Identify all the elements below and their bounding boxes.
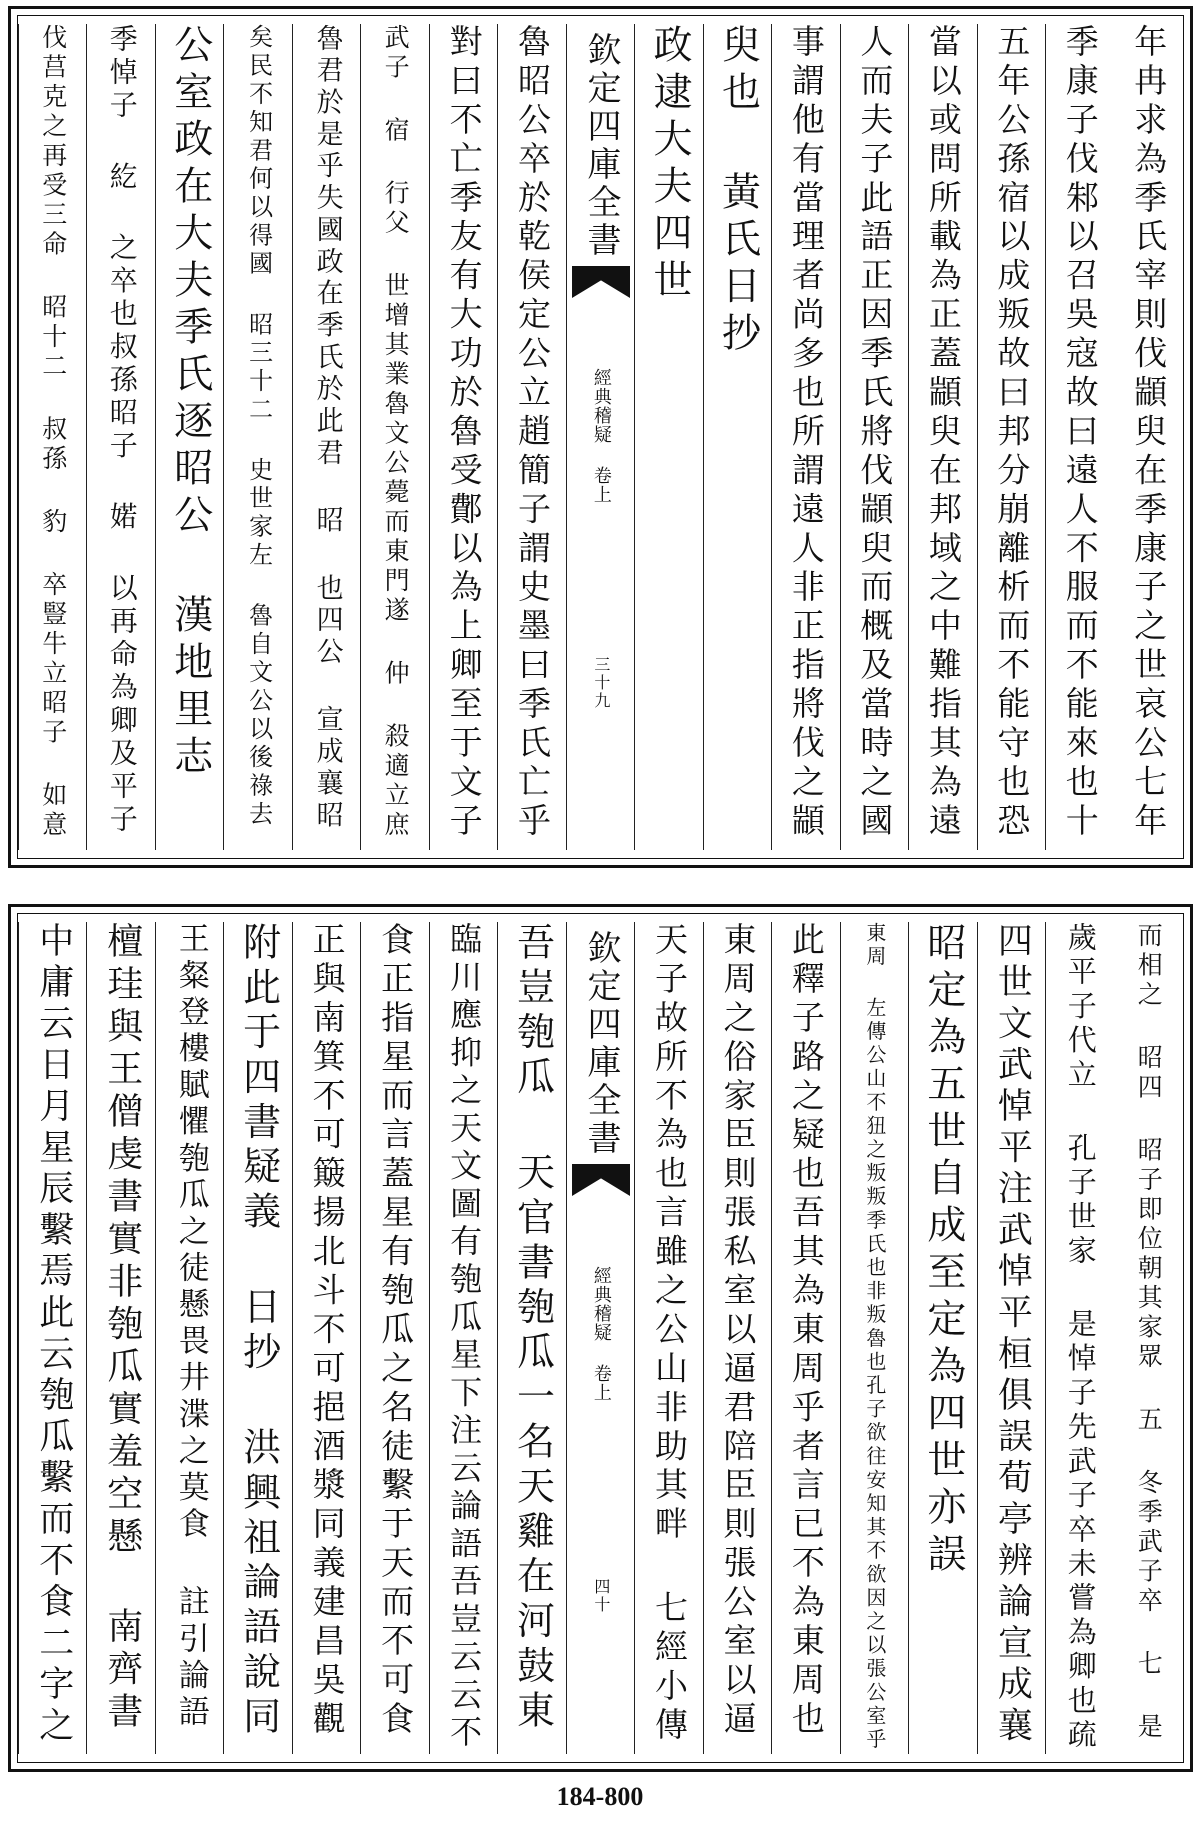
text-column <box>497 24 566 850</box>
page-footer-number: 184-800 <box>556 1782 644 1811</box>
column-text: 武子 宿 行父 世增其業魯文公薨而東門遂 仲 殺適立庶 <box>381 24 411 841</box>
text-column <box>908 24 977 850</box>
text-column <box>908 922 977 1754</box>
column-text: 伐莒克之再受三命 昭十二 叔孫 豹 卒豎牛立昭子 如意 <box>38 24 68 841</box>
column-text: 中庸云日月星辰繫焉此云匏瓜繫而不食二字之 <box>33 922 74 1748</box>
text-column <box>18 922 87 1754</box>
text-column <box>155 24 224 850</box>
text-column <box>840 24 909 850</box>
folio-number: 四十 <box>591 1578 611 1614</box>
text-column <box>703 24 772 850</box>
text-column <box>360 922 429 1754</box>
column-text: 吾豈匏瓜 天官書匏瓜一名天雞在河鼓東 <box>510 922 555 1736</box>
column-text: 東周之俗家臣則張私室以逼君陪臣則張公室以逼 <box>718 922 758 1740</box>
bottom-page-frame <box>17 913 1184 1763</box>
text-column <box>771 24 840 850</box>
top-page <box>8 6 1193 868</box>
column-text: 五年公孫宿以成叛故曰邦分崩離析而不能守也恐 <box>992 24 1032 842</box>
center-banner <box>566 922 635 1754</box>
column-text: 魯君於是乎失國政在季氏於此君 昭 也四公 宣成襄昭 <box>311 24 343 833</box>
text-column <box>223 922 292 1754</box>
text-column <box>1115 24 1183 850</box>
text-column <box>360 24 429 850</box>
column-text: 矣民不知君何以得國 昭三十二 史世家左 魯自文公以後祿去 <box>244 24 273 829</box>
column-text: 而相之 昭四 昭子即位朝其家眾 五 冬季武子卒 七 是 <box>1134 922 1164 1743</box>
fishtail-ornament <box>572 1164 630 1196</box>
book-title: 欽定四庫全書 <box>581 32 622 260</box>
column-text: 季康子伐邾以召吳寇故曰遠人不服而不能來也十 <box>1060 24 1100 842</box>
text-column <box>292 922 361 1754</box>
fishtail-ornament <box>572 266 630 298</box>
chapter-label: 經典稽疑 卷上 <box>590 368 612 504</box>
text-column <box>771 922 840 1754</box>
text-column <box>1045 922 1114 1754</box>
column-text: 事謂他有當理者尚多也所謂遠人非正指將伐之顓 <box>786 24 826 842</box>
folio-number: 三十九 <box>591 656 611 710</box>
text-column <box>86 922 155 1754</box>
text-column <box>977 922 1046 1754</box>
column-text: 公室政在大夫季氏逐昭公 漢地里志 <box>167 24 213 782</box>
column-text: 季悼子 紇 之卒也叔孫昭子 婼 以再命為卿及平子 <box>105 24 139 837</box>
column-text: 檀珪與王僧虔書實非匏瓜實羞空懸 南齊書 <box>101 922 143 1735</box>
column-text: 臨川應抑之天文圖有匏瓜星下注云論語吾豈云云不 <box>445 922 484 1753</box>
top-page-frame <box>17 15 1184 859</box>
text-column <box>1115 922 1183 1754</box>
text-column <box>429 24 498 850</box>
text-column <box>634 24 703 850</box>
text-column <box>223 24 292 850</box>
column-text: 食正指星而言蓋星有匏瓜之名徒繫于天而不可食 <box>376 922 416 1740</box>
bottom-page <box>8 904 1193 1772</box>
text-column <box>292 24 361 850</box>
column-text: 附此于四書疑義 日抄 洪興祖論語說同 <box>236 922 281 1742</box>
column-text: 四世文武悼平注武悼平桓俱誤荀亭辨論宣成襄 <box>992 922 1033 1748</box>
text-column <box>155 922 224 1754</box>
column-text: 天子故所不為也言雖之公山非助其畔 七經小傳 <box>649 922 689 1746</box>
text-column <box>497 922 566 1754</box>
book-title: 欽定四庫全書 <box>581 930 622 1158</box>
text-column <box>86 24 155 850</box>
column-text: 臾也 黃氏日抄 <box>715 24 761 359</box>
column-text: 人而夫子此語正因季氏將伐顓臾而概及當時之國 <box>855 24 895 842</box>
column-text: 年冉求為季氏宰則伐顓臾在季康子之世哀公七年 <box>1129 24 1169 842</box>
text-column <box>977 24 1046 850</box>
column-text: 魯昭公卒於乾侯定公立趙簡子謂史墨曰季氏亡乎 <box>513 24 553 842</box>
text-column <box>429 922 498 1754</box>
text-column <box>703 922 772 1754</box>
column-text: 歲平子代立 孔子世家 是悼子先武子卒未嘗為卿也疏 <box>1063 922 1098 1754</box>
column-text: 此釋子路之疑也吾其為東周乎者言已不為東周也 <box>786 922 826 1740</box>
text-column <box>840 922 909 1754</box>
text-column <box>1045 24 1114 850</box>
column-text: 政逮大夫四世 <box>646 24 692 306</box>
column-text: 正與南箕不可簸揚北斗不可挹酒漿同義建昌吳觀 <box>307 922 347 1740</box>
column-text: 當以或問所載為正蓋顓臾在邦域之中難指其為遠 <box>923 24 963 842</box>
text-column <box>634 922 703 1754</box>
text-column <box>18 24 87 850</box>
column-text: 昭定為五世自成至定為四世亦誤 <box>920 922 966 1580</box>
column-text: 對曰不亡季友有大功於魯受鄪以為上卿至于文子 <box>444 24 484 842</box>
column-text: 王粲登樓賦懼匏瓜之徒懸畏井渫之莫食 註引論語 <box>172 922 209 1732</box>
chapter-label: 經典稽疑 卷上 <box>590 1266 612 1402</box>
column-text: 東周 左傳公山不狃之叛叛季氏也非叛魯也孔子欲往安知其不欲因之以張公室乎 <box>862 922 887 1752</box>
center-banner <box>566 24 635 850</box>
